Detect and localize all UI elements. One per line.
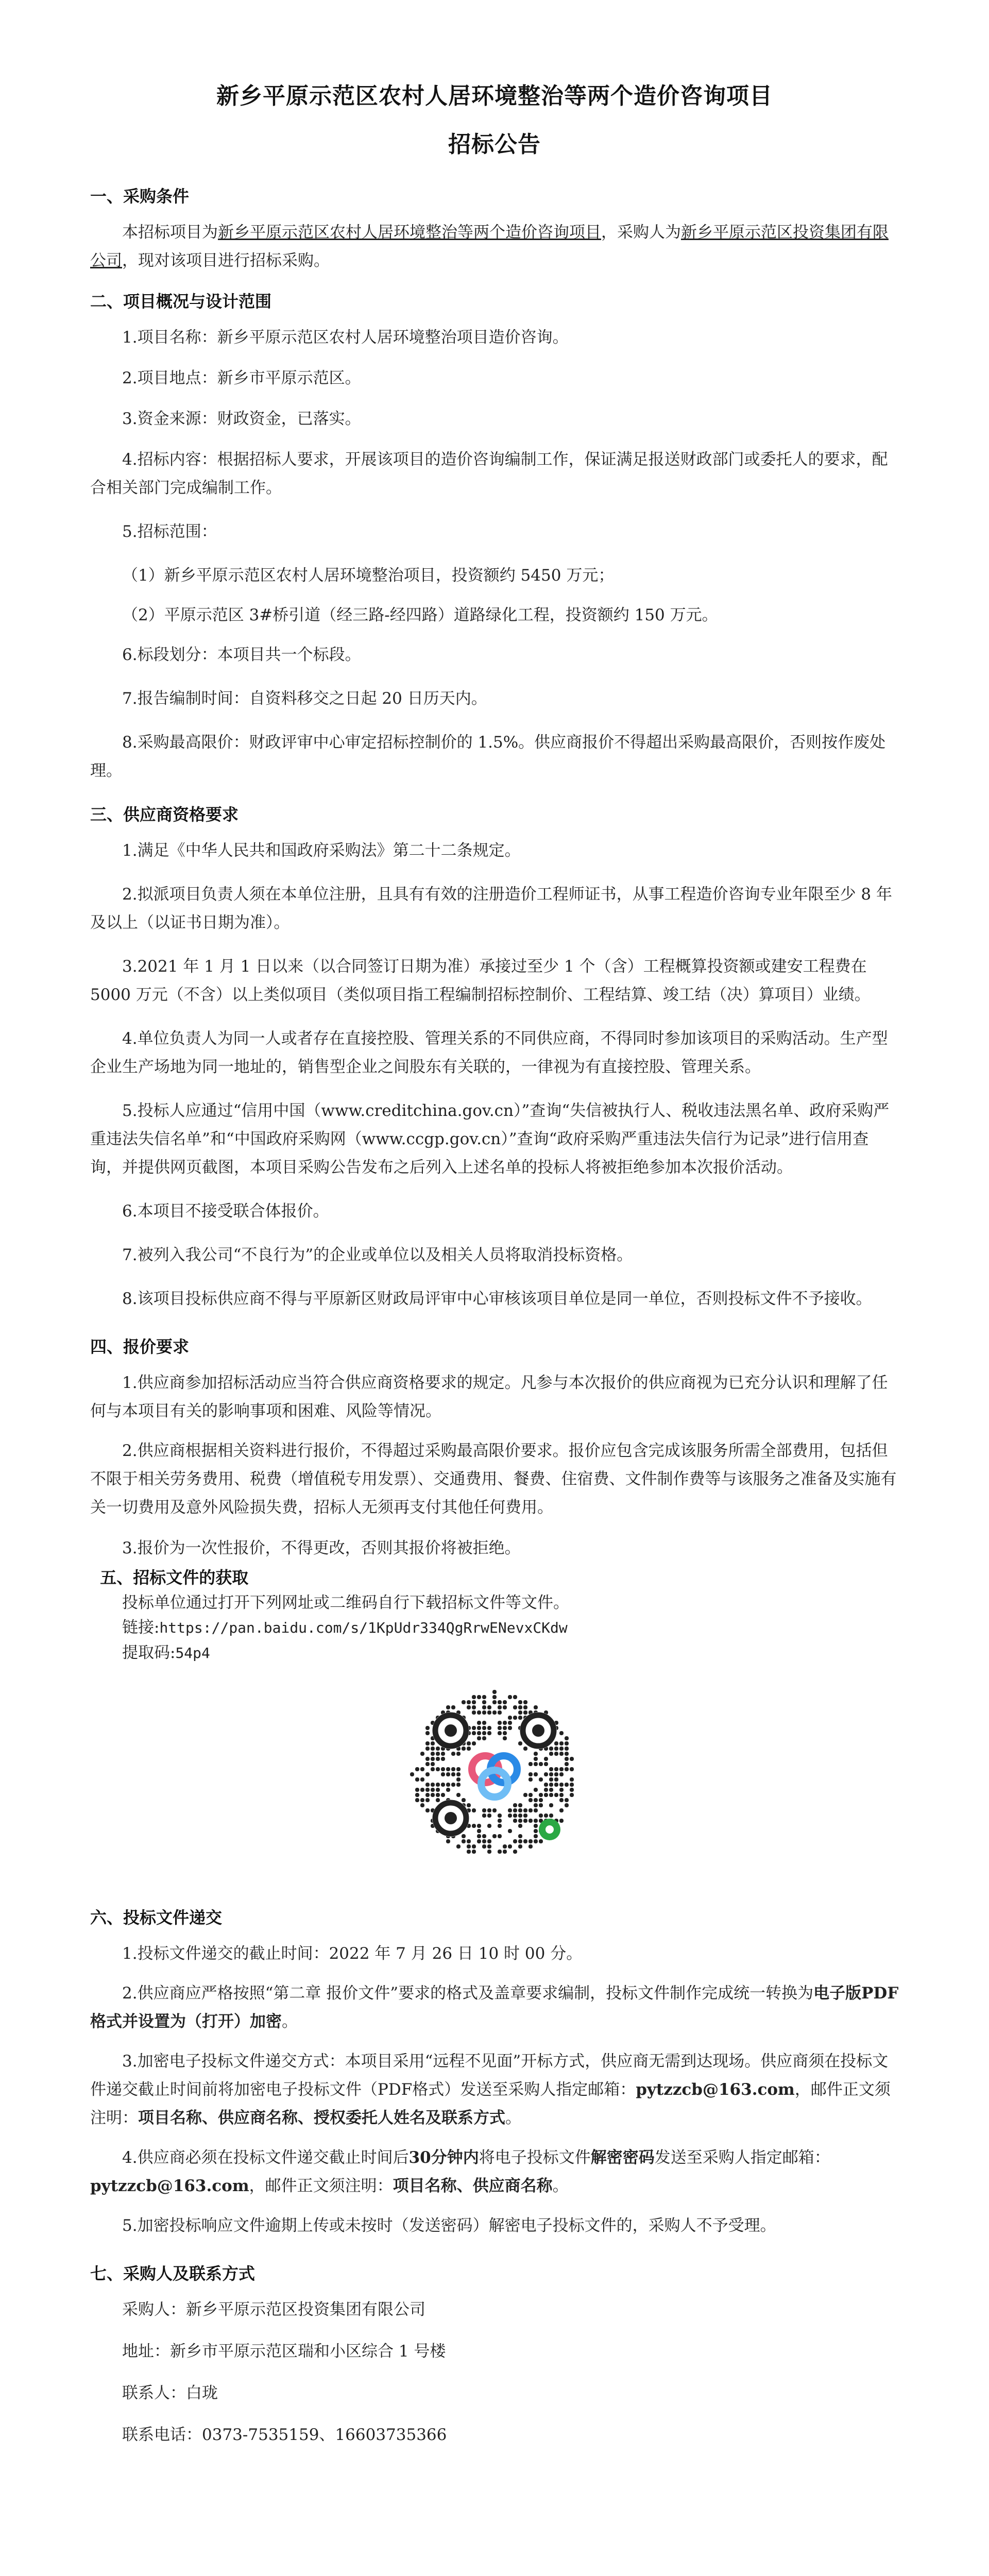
title-line-1: 新乡平原示范区农村人居环境整治等两个造价咨询项目: [216, 83, 773, 109]
s2-item-4: 4.招标内容：根据招标人要求，开展该项目的造价咨询编制工作，保证满足报送财政部门或委托人的要求，配合相关部门完成编制工作。: [90, 450, 888, 497]
s6-item-4-mid-3: ，邮件正文须注明：: [249, 2177, 393, 2195]
s5-line-1: 投标单位通过打开下列网址或二维码自行下载招标文件等文件。: [122, 1594, 569, 1612]
section-6-heading: 六、投标文件递交: [90, 1908, 223, 1927]
s5-code-value: 54p4: [175, 1645, 210, 1662]
s2-item-2: 2.项目地点：新乡市平原示范区。: [122, 369, 361, 387]
s1-text-b: ，采购人为: [601, 223, 681, 242]
document: [90, 77, 899, 2449]
s6-item-4-text: 4.供应商必须在投标文件递交截止时间后: [122, 2148, 409, 2167]
s1-text-a: 本招标项目为: [122, 223, 218, 242]
section-5-heading: 五、招标文件的获取: [100, 1568, 249, 1587]
s6-item-3-email[interactable]: pytzzcb@163.com: [636, 2080, 795, 2099]
s6-item-2-text: 2.供应商应严格按照“第二章 报价文件”要求的格式及盖章要求编制，投标文件制作完成统一转换为: [122, 1984, 814, 2003]
s2-item-6: 6.标段划分：本项目共一个标段。: [122, 646, 361, 664]
s3-item-4: 4.单位负责人为同一人或者存在直接控股、管理关系的不同供应商，不得同时参加该项目的采购活动。生产型企业生产场地为同一地址的，销售型企业之间股东有关联的，一律视为有直接控股、管理关系。: [90, 1029, 888, 1076]
s4-item-1: 1.供应商参加招标活动应当符合供应商资格要求的规定。凡参与本次报价的供应商视为已充分认识和理解了任何与本项目有关的影响事项和困难、风险等情况。: [90, 1374, 888, 1420]
s3-item-1: 1.满足《中华人民共和国政府采购法》第二十二条规定。: [122, 841, 521, 860]
s6-item-4-end: 。: [552, 2177, 569, 2195]
title-line-2: 招标公告: [448, 131, 541, 158]
section-1-heading: 一、采购条件: [90, 187, 190, 206]
section-7-heading: 七、采购人及联系方式: [90, 2264, 255, 2283]
s6-item-3: [90, 2047, 899, 2132]
s2-item-5: 5.招标范围：: [122, 522, 217, 541]
s6-item-4-deadline: 30分钟内: [408, 2148, 479, 2167]
s5-download-link[interactable]: https://pan.baidu.com/s/1KpUdr334QgRrwENevxCKdw: [159, 1619, 568, 1636]
s7-phone: 联系电话：0373-7535159、16603735366: [122, 2426, 447, 2444]
s5-link-line: [90, 1615, 899, 1640]
s6-item-3-text: 3.加密电子投标文件递交方式：本项目采用“远程不见面”开标方式，供应商无需到达现场。供应商须在投标文件递交截止时间前将加密电子投标文件（PDF格式）发送至采购人指定邮箱：: [90, 2052, 889, 2099]
s2-item-1: 1.项目名称：新乡平原示范区农村人居环境整治项目造价咨询。: [122, 328, 569, 347]
s6-item-4: [90, 2144, 899, 2200]
s6-item-2-end: 。: [282, 2012, 298, 2031]
s5-code-line: [90, 1640, 899, 1666]
s3-item-7: 7.被列入我公司“不良行为”的企业或单位以及相关人员将取消投标资格。: [122, 1246, 633, 1264]
s2-item-5-2: （2）平原示范区 3#桥引道（经三路-经四路）道路绿化工程，投资额约 150 万元。: [122, 606, 718, 624]
section-1-paragraph: [90, 218, 899, 275]
s6-item-5: 5.加密投标响应文件逾期上传或未按时（发送密码）解密电子投标文件的，采购人不予受理。: [122, 2216, 776, 2235]
s6-item-3-emphasis: 项目名称、供应商名称、授权委托人姓名及联系方式: [138, 2109, 505, 2127]
s2-item-5-1: （1）新乡平原示范区农村人居环境整治项目，投资额约 5450 万元；: [122, 566, 615, 585]
s6-item-4-mid-2: 发送至采购人指定邮箱：: [654, 2148, 830, 2167]
s2-item-7: 7.报告编制时间：自资料移交之日起 20 日历天内。: [122, 689, 487, 708]
s3-item-6: 6.本项目不接受联合体报价。: [122, 1202, 329, 1221]
s4-item-3: 3.报价为一次性报价，不得更改，否则其报价将被拒绝。: [122, 1539, 521, 1557]
s6-item-1: 1.投标文件递交的截止时间：2022 年 7 月 26 日 10 时 00 分。: [122, 1944, 583, 1963]
s6-item-4-mid-1: 将电子投标文件: [479, 2148, 591, 2167]
s6-item-2: [90, 1979, 899, 2036]
s2-item-8: 8.采购最高限价：财政评审中心审定招标控制价的 1.5%。供应商报价不得超出采购最高限价，否则按作废处理。: [90, 733, 886, 780]
s3-item-2: 2.拟派项目负责人须在本单位注册，且具有有效的注册造价工程师证书，从事工程造价咨询专业年限至少 8 年及以上（以证书日期为准）。: [90, 885, 893, 932]
s2-item-3: 3.资金来源：财政资金，已落实。: [122, 410, 361, 428]
s6-item-4-password: 解密密码: [590, 2148, 655, 2167]
s6-item-3-mid: ，邮件正文须注明：: [90, 2080, 891, 2127]
s6-item-3-end: 。: [505, 2109, 521, 2127]
s7-buyer: 采购人：新乡平原示范区投资集团有限公司: [122, 2300, 425, 2319]
s5-link-label: 链接:: [122, 1618, 160, 1637]
s1-text-c: ，现对该项目进行招标采购。: [122, 251, 330, 270]
section-2-heading: 二、项目概况与设计范围: [90, 292, 272, 311]
s6-item-4-emphasis: 项目名称、供应商名称: [393, 2177, 553, 2195]
s5-code-label: 提取码:: [122, 1643, 176, 1662]
s3-item-8: 8.该项目投标供应商不得与平原新区财政局评审中心审核该项目单位是同一单位，否则投标文件不予接收。: [122, 1290, 872, 1308]
section-3-heading: 三、供应商资格要求: [90, 805, 239, 824]
s6-item-2-emphasis: 电子版PDF格式并设置为（打开）加密: [90, 1984, 899, 2031]
s6-item-4-email[interactable]: pytzzcb@163.com: [90, 2177, 249, 2195]
s7-address: 地址：新乡市平原示范区瑞和小区综合 1 号楼: [122, 2342, 446, 2361]
section-4-heading: 四、报价要求: [90, 1337, 190, 1357]
qr-code-image[interactable]: [410, 1689, 579, 1859]
s7-contact: 联系人：白珑: [122, 2384, 218, 2402]
s1-buyer-name: 新乡平原示范区投资集团有限公司: [90, 223, 889, 270]
s3-item-3: 3.2021 年 1 月 1 日以来（以合同签订日期为准）承接过至少 1 个（含）工程概算投资额或建安工程费在 5000 万元（不含）以上类似项目（类似项目指工程编制招标控制价、工程结算、竣工结（决）算项目）业绩。: [90, 957, 871, 1004]
s3-item-5: 5.投标人应通过“信用中国（www.creditchina.gov.cn）”查询“失信被执行人、税收违法黑名单、政府采购严重违法失信名单”和“中国政府采购网（www.ccgp.gov.cn）”查询“政府采购严重违法失信行为记录”进行信用查询，并提供网页截图，本项目采购公告发布之后列入上述名单的投标人将被拒绝参加本次报价活动。: [90, 1101, 890, 1177]
s1-project-name: 新乡平原示范区农村人居环境整治等两个造价咨询项目: [218, 223, 601, 242]
s4-item-2: 2.供应商根据相关资料进行报价，不得超过采购最高限价要求。报价应包含完成该服务所需全部费用，包括但不限于相关劳务费用、税费（增值税专用发票）、交通费用、餐费、住宿费、文件制作费等与该服务之准备及实施有关一切费用及意外风险损失费，招标人无须再支付其他任何费用。: [90, 1442, 897, 1517]
